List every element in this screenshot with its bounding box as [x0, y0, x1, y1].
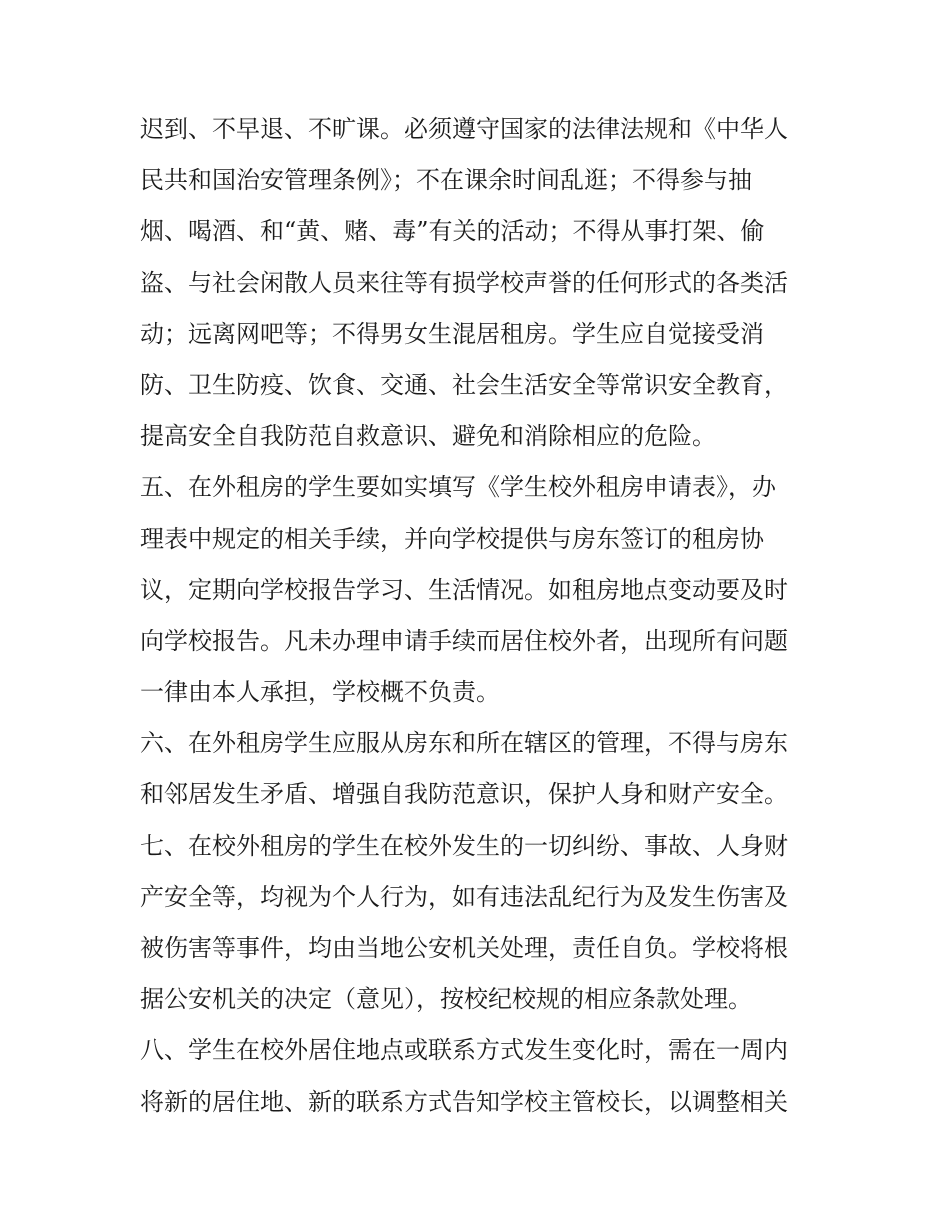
text-line: 八、学生在校外居住地点或联系方式发生变化时，需在一周内 [140, 1036, 788, 1065]
text-line: 一律由本人承担，学校概不负责。 [140, 678, 500, 707]
text-line: 迟到、不早退、不旷课。必须遵守国家的法律法规和《中华人 [140, 115, 788, 143]
text-line: 议，定期向学校报告学习、生活情况。如租房地点变动要及时 [140, 575, 788, 604]
text-line: 向学校报告。凡未办理申请手续而居住校外者，出现所有问题 [140, 626, 788, 655]
text-line: 理表中规定的相关手续，并向学校提供与房东签订的租房协 [140, 524, 764, 553]
text-line: 防、卫生防疫、饮食、交通、社会生活安全等常识安全教育， [140, 370, 788, 399]
text-line: 将新的居住地、新的联系方式告知学校主管校长，以调整相关 [140, 1087, 788, 1116]
text-line: 提高安全自我防范自救意识、避免和消除相应的危险。 [140, 422, 716, 451]
text-line: 被伤害等事件，均由当地公安机关处理，责任自负。学校将根 [140, 934, 788, 962]
text-line: 民共和国治安管理条例》；不在课余时间乱逛；不得参与抽 [140, 166, 752, 195]
text-line: 据公安机关的决定（意见），按校纪校规的相应条款处理。 [140, 985, 752, 1014]
text-line: 动；远离网吧等；不得男女生混居租房。学生应自觉接受消 [140, 319, 764, 348]
text-line: 烟、喝酒、和“黄、赌、毒”有关的活动；不得从事打架、偷 [140, 217, 765, 246]
text-line: 六、在外租房学生应服从房东和所在辖区的管理，不得与房东 [140, 729, 788, 758]
text-line: 产安全等，均视为个人行为，如有违法乱纪行为及发生伤害及 [140, 882, 788, 911]
text-line: 盗、与社会闲散人员来往等有损学校声誉的任何形式的各类活 [140, 268, 788, 297]
text-line: 和邻居发生矛盾、增强自我防范意识，保护人身和财产安全。 [140, 780, 788, 809]
document-body [140, 104, 830, 1128]
text-line: 五、在外租房的学生要如实填写《学生校外租房申请表》，办 [140, 473, 776, 502]
text-line: 七、在校外租房的学生在校外发生的一切纠纷、事故、人身财 [140, 831, 788, 860]
